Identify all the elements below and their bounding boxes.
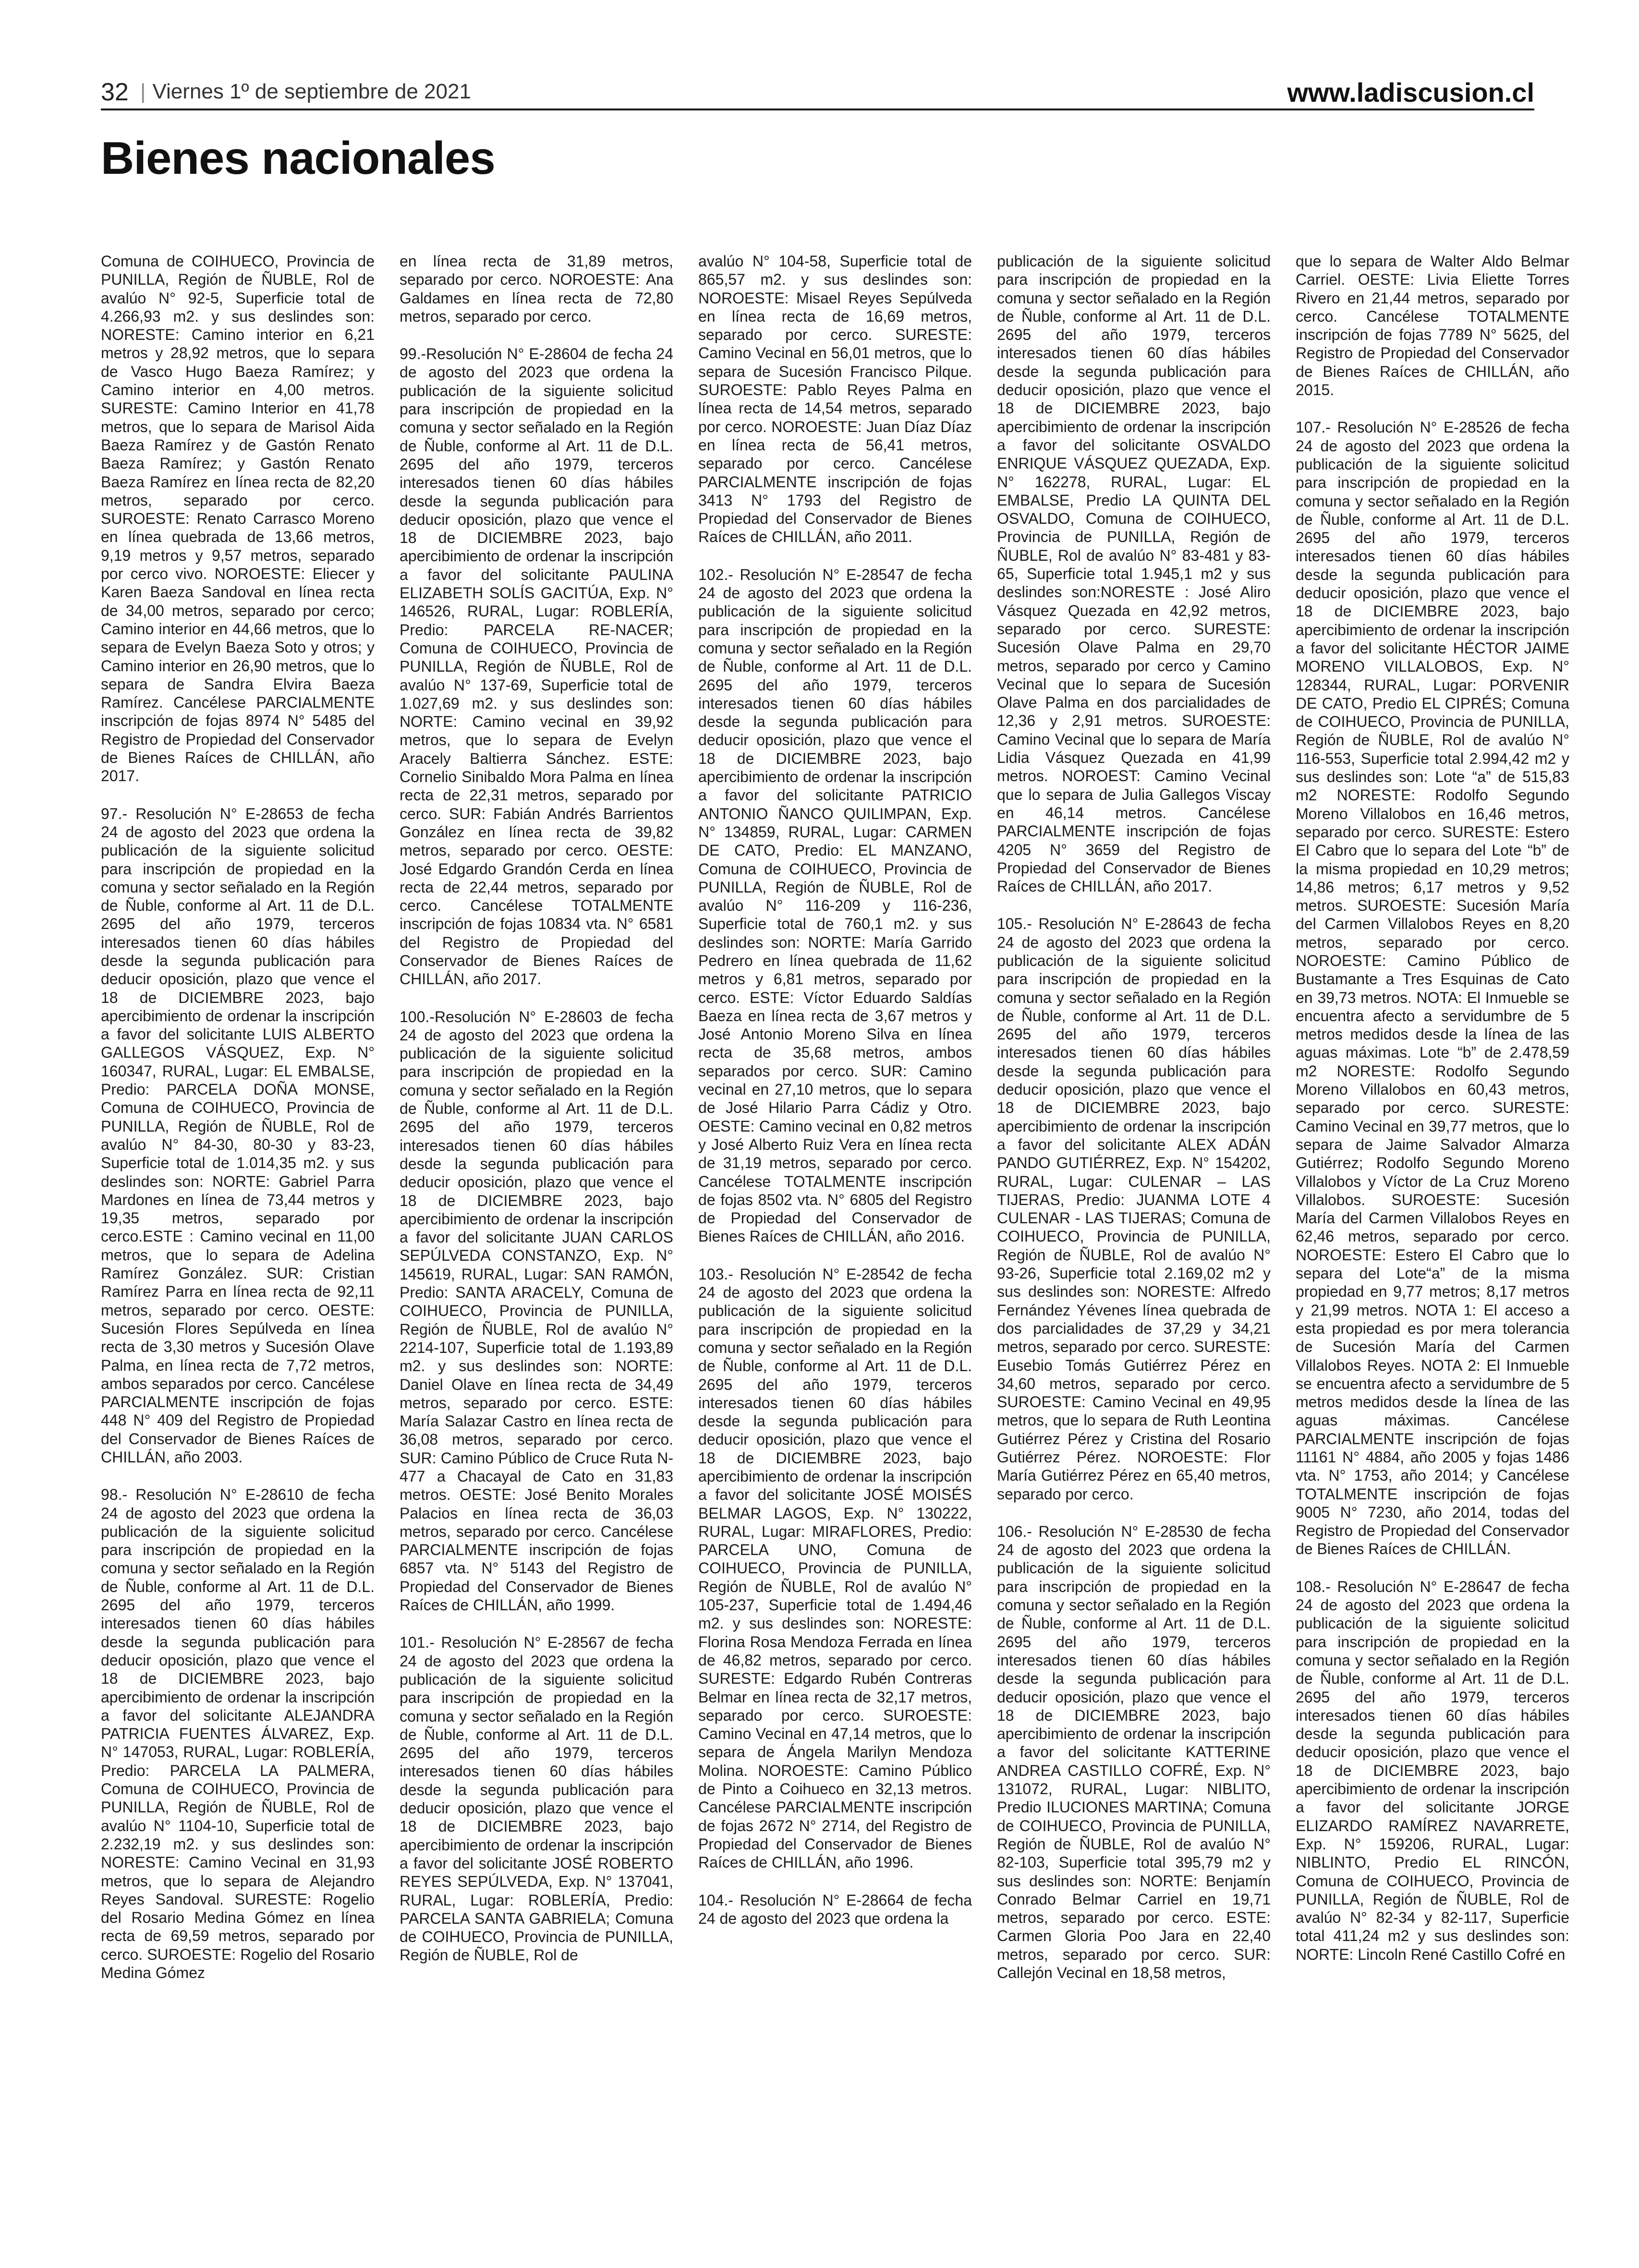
text-column-3 xyxy=(698,252,972,2240)
site-url: www.ladiscusion.cl xyxy=(1287,77,1534,108)
notice-paragraph: en línea recta de 31,89 metros, separado por cerco. NOROESTE: Ana Galdames en línea recta de 72,80 metros, separado por cerco. xyxy=(400,253,673,325)
notice-paragraph: publicación de la siguiente solicitud para inscripción de propiedad en la comuna y sector señalado en la Región de Ñuble, conforme al Art. 11 de D.L. 2695 del año 1979, terceros interesados tienen 60 días hábiles desde la segunda publicación para deducir oposición, plazo que vence el 18 de DICIEMBRE 2023, bajo apercibimiento de ordenar la inscripción a favor del solicitante OSVALDO ENRIQUE VÁSQUEZ QUEZADA, Exp. N° 162278, RURAL, Lugar: EL EMBALSE, Predio LA QUINTA DEL OSVALDO, Comuna de COIHUECO, Provincia de PUNILLA, Región de ÑUBLE, Rol de avalúo N° 83-481 y 83-65, Superficie total 1.945,1 m2 y sus deslindes son:NORESTE : José Aliro Vásquez Quezada en 42,92 metros, separado por cerco. SURESTE: Sucesión Olave Palma en 29,70 metros, separado por cerco y Camino Vecinal que lo separa de Sucesión Olave Palma en dos parcialidades de 12,36 y 2,91 metros. SUROESTE: Camino Vecinal que lo separa de María Lidia Vásquez Quezada en 41,99 metros. NOROEST: Camino Vecinal que lo separa de Julia Gallegos Viscay en 46,14 metros. Cancélese PARCIALMENTE inscripción de fojas 4205 N° 3659 del Registro de Propiedad del Conservador de Bienes Raíces de CHILLÁN, año 2017. xyxy=(997,253,1271,895)
notice-paragraph: 102.- Resolución N° E-28547 de fecha 24 de agosto del 2023 que ordena la publicación de la siguiente solicitud para inscripción de propiedad en la comuna y sector señalado en la Región de Ñuble, conforme al Art. 11 de D.L. 2695 del año 1979, terceros interesados tienen 60 días hábiles desde la segunda publicación para deducir oposición, plazo que vence el 18 de DICIEMBRE 2023, bajo apercibimiento de ordenar la inscripción a favor del solicitante PATRICIO ANTONIO ÑANCO QUILIMPAN, Exp. N° 134859, RURAL, Lugar: CARMEN DE CATO, Predio: EL MANZANO, Comuna de COIHUECO, Provincia de PUNILLA, Región de ÑUBLE, Rol de avalúo N° 116-209 y 116-236, Superficie total de 760,1 m2. y sus deslindes son: NORTE: María Garrido Pedrero en línea quebrada de 11,62 metros y 6,81 metros, separado por cerco. ESTE: Víctor Eduardo Saldías Baeza en línea recta de 3,67 metros y José Antonio Moreno Silva en línea recta de 35,68 metros, ambos separados por cerco. SUR: Camino vecinal en 27,10 metros, que lo separa de José Hilario Parra Cádiz y Otro. OESTE: Camino vecinal en 0,82 metros y José Alberto Ruiz Vera en línea recta de 31,19 metros, separado por cerco. Cancélese TOTALMENTE inscripción de fojas 8502 vta. N° 6805 del Registro de Propiedad del Conservador de Bienes Raíces de CHILLÁN, año 2016. xyxy=(698,566,972,1245)
issue-date-wrap xyxy=(140,80,471,104)
notice-paragraph: 104.- Resolución N° E-28664 de fecha 24 de agosto del 2023 que ordena la xyxy=(698,1891,972,1927)
page-header xyxy=(101,72,1534,110)
notice-paragraph: 105.- Resolución N° E-28643 de fecha 24 de agosto del 2023 que ordena la publicación de la siguiente solicitud para inscripción de propiedad en la comuna y sector señalado en la Región de Ñuble, conforme al Art. 11 de D.L. 2695 del año 1979, terceros interesados tienen 60 días hábiles desde la segunda publicación para deducir oposición, plazo que vence el 18 de DICIEMBRE 2023, bajo apercibimiento de ordenar la inscripción a favor del solicitante ALEX ADÁN PANDO GUTIÉRREZ, Exp. N° 154202, RURAL, Lugar: CULENAR – LAS TIJERAS, Predio: JUANMA LOTE 4 CULENAR - LAS TIJERAS; Comuna de COIHUECO, Provincia de PUNILLA, Región de ÑUBLE, Rol de avalúo N° 93-26, Superficie total 2.169,02 m2 y sus deslindes son: NORESTE: Alfredo Fernández Yévenes línea quebrada de dos parcialidades de 37,29 y 34,21 metros, separado por cerco. SURESTE: Eusebio Tomás Gutiérrez Pérez en 34,60 metros, separado por cerco. SUROESTE: Camino Vecinal en 49,95 metros, que lo separa de Ruth Leontina Gutiérrez Pérez y Cristina del Rosario Gutiérrez Pérez. NOROESTE: Flor María Gutiérrez Pérez en 65,40 metros, separado por cerco. xyxy=(997,915,1271,1503)
notice-paragraph: 97.- Resolución N° E-28653 de fecha 24 de agosto del 2023 que ordena la publicación de la siguiente solicitud para inscripción de propiedad en la comuna y sector señalado en la Región de Ñuble, conforme al Art. 11 de D.L. 2695 del año 1979, terceros interesados tienen 60 días hábiles desde la segunda publicación para deducir oposición, plazo que vence el 18 de DICIEMBRE 2023, bajo apercibimiento de ordenar la inscripción a favor del solicitante LUIS ALBERTO GALLEGOS VÁSQUEZ, Exp. N° 160347, RURAL, Lugar: EL EMBALSE, Predio: PARCELA DOÑA MONSE, Comuna de COIHUECO, Provincia de PUNILLA, Región de ÑUBLE, Rol de avalúo N° 84-30, 80-30 y 83-23, Superficie total de 1.014,35 m2. y sus deslindes son: NORTE: Gabriel Parra Mardones en línea de 73,44 metros y 19,35 metros, separado por cerco.ESTE : Camino vecinal en 11,00 metros, que lo separa de Adelina Ramírez González. SUR: Cristian Ramírez Parra en línea recta de 92,11 metros, separado por cerco. OESTE: Sucesión Flores Sepúlveda en línea recta de 3,30 metros y Sucesión Olave Palma, en línea recta de 7,72 metros, ambos separados por cerco. Cancélese PARCIALMENTE inscripción de fojas 448 N° 409 del Registro de Propiedad del Conservador de Bienes Raíces de CHILLÁN, año 2003. xyxy=(101,805,375,1466)
notice-paragraph: 103.- Resolución N° E-28542 de fecha 24 de agosto del 2023 que ordena la publicación de la siguiente solicitud para inscripción de propiedad en la comuna y sector señalado en la Región de Ñuble, conforme al Art. 11 de D.L. 2695 del año 1979, terceros interesados tienen 60 días hábiles desde la segunda publicación para deducir oposición, plazo que vence el 18 de DICIEMBRE 2023, bajo apercibimiento de ordenar la inscripción a favor del solicitante JOSÉ MOISÉS BELMAR LAGOS, Exp. N° 130222, RURAL, Lugar: MIRAFLORES, Predio: PARCELA UNO, Comuna de COIHUECO, Provincia de PUNILLA, Región de ÑUBLE, Rol de avalúo N° 105-237, Superficie total de 1.494,46 m2. y sus deslindes son: NORESTE: Florina Rosa Mendoza Ferrada en línea de 46,82 metros, separado por cerco. SURESTE: Edgardo Rubén Contreras Belmar en línea recta de 32,17 metros, separado por cerco. SUROESTE: Camino Vecinal en 47,14 metros, que lo separa de Ángela Marilyn Mendoza Molina. NOROESTE: Camino Público de Pinto a Coihueco en 32,13 metros. Cancélese PARCIALMENTE inscripción de fojas 2672 N° 2714, del Registro de Propiedad del Conservador de Bienes Raíces de CHILLÁN, año 1996. xyxy=(698,1265,972,1871)
section-title: Bienes nacionales xyxy=(101,133,495,184)
text-column-4 xyxy=(997,252,1271,2240)
notice-paragraph: 98.- Resolución N° E-28610 de fecha 24 de agosto del 2023 que ordena la publicación de la siguiente solicitud para inscripción de propiedad en la comuna y sector señalado en la Región de Ñuble, conforme al Art. 11 de D.L. 2695 del año 1979, terceros interesados tienen 60 días hábiles desde la segunda publicación para deducir oposición, plazo que vence el 18 de DICIEMBRE 2023, bajo apercibimiento de ordenar la inscripción a favor del solicitante ALEJANDRA PATRICIA FUENTES ÁLVAREZ, Exp. N° 147053, RURAL, Lugar: ROBLERÍA, Predio: PARCELA LA PALMERA, Comuna de COIHUECO, Provincia de PUNILLA, Región de ÑUBLE, Rol de avalúo N° 1104-10, Superficie total de 2.232,19 m2. y sus deslindes son: NORESTE: Camino Vecinal en 31,93 metros, que lo separa de Alejandro Reyes Sandoval. SURESTE: Rogelio del Rosario Medina Gómez en línea recta de 69,59 metros, separado por cerco. SUROESTE: Rogelio del Rosario Medina Gómez xyxy=(101,1486,375,1982)
notice-paragraph: Comuna de COIHUECO, Provincia de PUNILLA, Región de ÑUBLE, Rol de avalúo N° 92-5, Superficie total de 4.266,93 m2. y sus deslindes son: NORESTE: Camino interior en 6,21 metros y 28,92 metros, que lo separa de Vasco Hugo Baeza Ramírez; y Camino interior en 4,00 metros. SURESTE: Camino Interior en 41,78 metros, que lo separa de Marisol Aida Baeza Ramírez y de Gastón Renato Baeza Ramírez; y Gastón Renato Baeza Ramírez en línea recta de 82,20 metros, separado por cerco. SUROESTE: Renato Carrasco Moreno en línea quebrada de 13,66 metros, 9,19 metros y 9,57 metros, separado por cerco vivo. NOROESTE: Eliecer y Karen Baeza Sandoval en línea recta de 34,00 metros, separado por cerco; Camino interior en 44,66 metros, que lo separa de Evelyn Baeza Soto y otros; y Camino interior en 26,90 metros, que lo separa de Sandra Elvira Baeza Ramírez. Cancélese PARCIALMENTE inscripción de fojas 8974 N° 5485 del Registro de Propiedad del Conservador de Bienes Raíces de CHILLÁN, año 2017. xyxy=(101,253,375,785)
text-column-2 xyxy=(400,252,673,2240)
issue-date: Viernes 1º de septiembre de 2021 xyxy=(152,80,471,103)
notice-paragraph: 106.- Resolución N° E-28530 de fecha 24 de agosto del 2023 que ordena la publicación de la siguiente solicitud para inscripción de propiedad en la comuna y sector señalado en la Región de Ñuble, conforme al Art. 11 de D.L. 2695 del año 1979, terceros interesados tienen 60 días hábiles desde la segunda publicación para deducir oposición, plazo que vence el 18 de DICIEMBRE 2023, bajo apercibimiento de ordenar la inscripción a favor del solicitante KATTERINE ANDREA CASTILLO COFRÉ, Exp. N° 131072, RURAL, Lugar: NIBLITO, Predio ILUCIONES MARTINA; Comuna de COIHUECO, Provincia de PUNILLA, Región de ÑUBLE, Rol de avalúo N° 82-103, Superficie total 395,79 m2 y sus deslindes son: NORTE: Benjamín Conrado Belmar Carriel en 19,71 metros, separado por cerco. ESTE: Carmen Gloria Poo Jara en 22,40 metros, separado por cerco. SUR: Callejón Vecinal en 18,58 metros, xyxy=(997,1522,1271,1982)
text-column-1 xyxy=(101,252,375,2240)
notice-paragraph: 100.-Resolución N° E-28603 de fecha 24 de agosto del 2023 que ordena la publicación de la siguiente solicitud para inscripción de propiedad en la comuna y sector señalado en la Región de Ñuble, conforme al Art. 11 de D.L. 2695 del año 1979, terceros interesados tienen 60 días hábiles desde la segunda publicación para deducir oposición, plazo que vence el 18 de DICIEMBRE 2023, bajo apercibimiento de ordenar la inscripción a favor del solicitante JUAN CARLOS SEPÚLVEDA CONSTANZO, Exp. N° 145619, RURAL, Lugar: SAN RAMÓN, Predio: SANTA ARACELY, Comuna de COIHUECO, Provincia de PUNILLA, Región de ÑUBLE, Rol de avalúo N° 2214-107, Superficie total de 1.193,89 m2. y sus deslindes son: NORTE: Daniel Olave en línea recta de 34,49 metros, separado por cerco. ESTE: María Salazar Castro en línea recta de 36,08 metros, separado por cerco. SUR: Camino Público de Cruce Ruta N-477 a Chacayal de Cato en 31,83 metros. OESTE: José Benito Morales Palacios en línea recta de 36,03 metros, separado por cerco. Cancélese PARCIALMENTE inscripción de fojas 6857 vta. N° 5143 del Registro de Propiedad del Conservador de Bienes Raíces de CHILLÁN, año 1999. xyxy=(400,1008,673,1614)
notice-paragraph: 107.- Resolución N° E-28526 de fecha 24 de agosto del 2023 que ordena la publicación de la siguiente solicitud para inscripción de propiedad en la comuna y sector señalado en la Región de Ñuble, conforme al Art. 11 de D.L. 2695 del año 1979, terceros interesados tienen 60 días hábiles desde la segunda publicación para deducir oposición, plazo que vence el 18 de DICIEMBRE 2023, bajo apercibimiento de ordenar la inscripción a favor del solicitante HÉCTOR JAIME MORENO VILLALOBOS, Exp. N° 128344, RURAL, Lugar: PORVENIR DE CATO, Predio EL CIPRÉS; Comuna de COIHUECO, Provincia de PUNILLA, Región de ÑUBLE, Rol de avalúo N° 116-553, Superficie total 2.994,42 m2 y sus deslindes son: Lote “a” de 515,83 m2 NORESTE: Rodolfo Segundo Moreno Villalobos en 16,46 metros, separado por cerco. SURESTE: Estero El Cabro que lo separa del Lote “b” de la misma propiedad en 10,29 metros; 14,86 metros; 6,17 metros y 9,52 metros. SUROESTE: Sucesión María del Carmen Villalobos Reyes en 8,20 metros, separado por cerco. NOROESTE: Camino Público de Bustamante a Tres Esquinas de Cato en 39,73 metros. NOTA: El Inmueble se encuentra afecto a servidumbre de 5 metros medidos desde la línea de las aguas máximas. Lote “b” de 2.478,59 m2 NORESTE: Rodolfo Segundo Moreno Villalobos en 60,43 metros, separado por cerco. SURESTE: Camino Vecinal en 39,77 metros, que lo separa de Jaime Salvador Almarza Gutiérrez; Rodolfo Segundo Moreno Villalobos y Víctor de La Cruz Moreno Villalobos. SUROESTE: Sucesión María del Carmen Villalobos Reyes en 62,46 metros, separado por cerco. NOROESTE: Estero El Cabro que lo separa del Lote“a” de la misma propiedad en 9,77 metros; 8,17 metros y 21,99 metros. NOTA 1: El acceso a esta propiedad es por mera tolerancia de Sucesión María del Carmen Villalobos Reyes. NOTA 2: El Inmueble se encuentra afecto a servidumbre de 5 metros medidos desde la línea de las aguas máximas. Cancélese PARCIALMENTE inscripción de fojas 11161 N° 4884, año 2005 y fojas 1486 vta. N° 1753, año 2014; y Cancélese TOTALMENTE inscripción de fojas 9005 N° 7230, año 2014, todas del Registro de Propiedad del Conservador de Bienes Raíces de CHILLÁN. xyxy=(1296,419,1569,1558)
notice-paragraph: 108.- Resolución N° E-28647 de fecha 24 de agosto del 2023 que ordena la publicación de la siguiente solicitud para inscripción de propiedad en la comuna y sector señalado en la Región de Ñuble, conforme al Art. 11 de D.L. 2695 del año 1979, terceros interesados tienen 60 días hábiles desde la segunda publicación para deducir oposición, plazo que vence el 18 de DICIEMBRE 2023, bajo apercibimiento de ordenar la inscripción a favor del solicitante JORGE ELIZARDO RAMÍREZ NAVARRETE, Exp. N° 159206, RURAL, Lugar: NIBLINTO, Predio EL RINCÓN, Comuna de COIHUECO, Provincia de PUNILLA, Región de ÑUBLE, Rol de avalúo N° 82-34 y 82-117, Superficie total 411,24 m2 y sus deslindes son: NORTE: Lincoln René Castillo Cofré en xyxy=(1296,1578,1569,1963)
notice-paragraph: que lo separa de Walter Aldo Belmar Carriel. OESTE: Livia Eliette Torres Rivero en 21,44 metros, separado por cerco. Cancélese TOTALMENTE inscripción de fojas 7789 N° 5625, del Registro de Propiedad del Conservador de Bienes Raíces de CHILLÁN, año 2015. xyxy=(1296,253,1569,399)
page-number: 32 xyxy=(101,78,129,106)
text-column-5 xyxy=(1296,252,1569,2240)
notice-paragraph: 99.-Resolución N° E-28604 de fecha 24 de agosto del 2023 que ordena la publicación de la siguiente solicitud para inscripción de propiedad en la comuna y sector señalado en la Región de Ñuble, conforme al Art. 11 de D.L. 2695 del año 1979, terceros interesados tienen 60 días hábiles desde la segunda publicación para deducir oposición, plazo que vence el 18 de DICIEMBRE 2023, bajo apercibimiento de ordenar la inscripción a favor del solicitante PAULINA ELIZABETH SOLÍS GACITÚA, Exp. N° 146526, RURAL, Lugar: ROBLERÍA, Predio: PARCELA RE-NACER; Comuna de COIHUECO, Provincia de PUNILLA, Región de ÑUBLE, Rol de avalúo N° 137-69, Superficie total de 1.027,69 m2. y sus deslindes son: NORTE: Camino vecinal en 39,92 metros, que lo separa de Evelyn Aracely Baltierra Sánchez. ESTE: Cornelio Sinibaldo Mora Palma en línea recta de 22,31 metros, separado por cerco. SUR: Fabián Andrés Barrientos González en línea recta de 39,82 metros, separado por cerco. OESTE: José Edgardo Grandón Cerda en línea recta de 22,44 metros, separado por cerco. Cancélese TOTALMENTE inscripción de fojas 10834 vta. N° 6581 del Registro de Propiedad del Conservador de Bienes Raíces de CHILLÁN, año 2017. xyxy=(400,345,673,988)
header-separator: | xyxy=(140,80,146,103)
notice-paragraph: avalúo N° 104-58, Superficie total de 865,57 m2. y sus deslindes son: NOROESTE: Misael Reyes Sepúlveda en línea recta de 16,69 metros, separado por cerco. SURESTE: Camino Vecinal en 56,01 metros, que lo separa de Sucesión Francisco Pilque. SUROESTE: Pablo Reyes Palma en línea recta de 14,54 metros, separado por cerco. NOROESTE: Juan Díaz Díaz en línea recta de 56,41 metros, separado por cerco. Cancélese PARCIALMENTE inscripción de fojas 3413 N° 1793 del Registro de Propiedad del Conservador de Bienes Raíces de CHILLÁN, año 2011. xyxy=(698,253,972,546)
notice-paragraph: 101.- Resolución N° E-28567 de fecha 24 de agosto del 2023 que ordena la publicación de la siguiente solicitud para inscripción de propiedad en la comuna y sector señalado en la Región de Ñuble, conforme al Art. 11 de D.L. 2695 del año 1979, terceros interesados tienen 60 días hábiles desde la segunda publicación para deducir oposición, plazo que vence el 18 de DICIEMBRE 2023, bajo apercibimiento de ordenar la inscripción a favor del solicitante JOSÉ ROBERTO REYES SEPÚLVEDA, Exp. N° 137041, RURAL, Lugar: ROBLERÍA, Predio: PARCELA SANTA GABRIELA; Comuna de COIHUECO, Provincia de PUNILLA, Región de ÑUBLE, Rol de xyxy=(400,1634,673,1964)
